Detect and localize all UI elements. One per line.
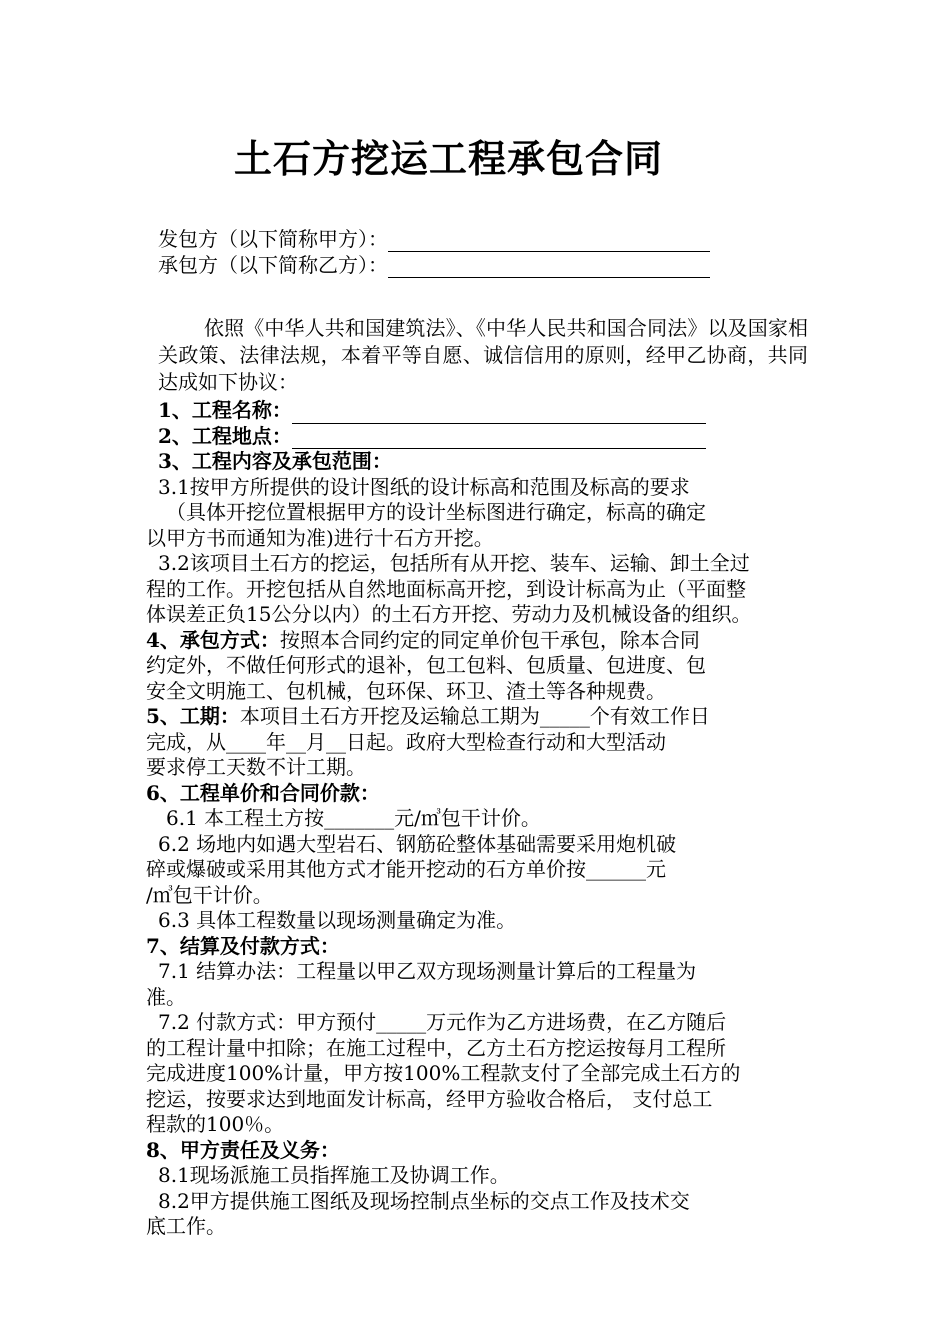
item-6-heading: 6、工程单价和合同价款： xyxy=(146,780,380,805)
clause-6-2-line-2: 碎或爆破或采用其他方式才能开挖动的石方单价按______元 xyxy=(146,857,666,881)
clause-8-2-line-1: 8.2甲方提供施工图纸及现场控制点坐标的交点工作及技术交 xyxy=(158,1188,690,1213)
item-8-heading: 8、甲方责任及义务： xyxy=(146,1137,340,1162)
contract-body xyxy=(146,398,810,1240)
item-5-text: 本项目土石方开挖及运输总工期为_____个有效工作日 xyxy=(239,704,710,728)
party-a-line xyxy=(158,226,710,252)
item-2-line xyxy=(146,424,810,450)
party-a-blank xyxy=(388,231,710,252)
clause-7-2-line-2: 的工程计量中扣除；在施工过程中，乙方土石方挖运按每月工程所 xyxy=(146,1035,726,1060)
party-b-label: 承包方（以下简称乙方）： xyxy=(158,253,388,277)
item-1-line xyxy=(146,398,810,424)
document-title: 土石方挖运工程承包合同 xyxy=(234,136,664,181)
clause-3-2-line-3: 体误差正负15公分以内）的土石方开挖、劳动力及机械设备的组织。 xyxy=(146,602,752,626)
clause-3-1-line-1: 3.1按甲方所提供的设计图纸的设计标高和范围及标高的要求 xyxy=(158,474,690,499)
clause-8-2-line-2: 底工作。 xyxy=(146,1214,226,1238)
item-4-text: 按照本合同约定的同定单价包干承包，除本合同 xyxy=(279,627,700,652)
intro-paragraph: 依照《中华人共和国建筑法》、《中华人民共和国合同法》以及国家相关政策、法律法规，本着平等自愿、诚信信用的原则，经甲乙协商，共同达成如下协议： xyxy=(158,316,808,394)
item-7-heading: 7、结算及付款方式： xyxy=(146,933,340,958)
party-b-blank xyxy=(388,257,710,278)
party-b-line xyxy=(158,252,710,278)
clause-3-2-line-1: 3.2该项目土石方的挖运，包括所有从开挖、装车、运输、卸土全过 xyxy=(158,551,750,575)
item-5-line-2: 完成，从____年__月__日起。政府大型检查行动和大型活动 xyxy=(146,729,666,754)
item-4-line-1 xyxy=(146,628,810,654)
item-2-label: 2、工程地点： xyxy=(158,423,292,448)
clause-7-2-line-4: 挖运，按要求达到地面发计标高，经甲方验收合格后， 支付总工 xyxy=(146,1086,713,1111)
clause-7-1-line-2: 准。 xyxy=(146,984,186,1009)
clause-8-1: 8.1现场派施工员指挥施工及协调工作。 xyxy=(158,1163,510,1187)
item-4-line-2: 约定外，不做任何形式的退补，包工包料、包质量、包进度、包 xyxy=(146,653,706,677)
item-1-blank xyxy=(292,403,706,424)
item-5-heading: 5、工期： xyxy=(146,704,240,728)
clause-6-1: 6.1 本工程土方按_______元/㎥包干计价。 xyxy=(166,806,541,830)
item-1-label: 1、工程名称： xyxy=(158,398,292,422)
clause-7-1-line-1: 7.1 结算办法：工程量以甲乙双方现场测量计算后的工程量为 xyxy=(158,959,697,983)
item-4-heading: 4、承包方式： xyxy=(146,627,280,652)
clause-7-2-line-5: 程款的100％。 xyxy=(146,1112,285,1136)
item-3-heading: 3、工程内容及承包范围： xyxy=(158,449,392,473)
clause-3-1-line-3: 以甲方书而通知为准)进行十石方开挖。 xyxy=(146,525,494,550)
clause-6-2-line-3: /㎥包干计价。 xyxy=(146,882,273,907)
clause-3-1-line-2: （具体开挖位置根据甲方的设计坐标图进行确定，标高的确定 xyxy=(166,500,706,524)
item-2-blank xyxy=(292,428,706,449)
party-a-label: 发包方（以下简称甲方）： xyxy=(158,227,388,251)
clause-7-2-line-1: 7.2 付款方式：甲方预付_____万元作为乙方进场费，在乙方随后 xyxy=(158,1010,727,1034)
clause-6-2-line-1: 6.2 场地内如遇大型岩石、钢筋砼整体基础需要采用炮机破 xyxy=(158,831,677,856)
item-4-line-3: 安全文明施工、包机械，包环保、环卫、渣土等各种规费。 xyxy=(146,678,666,703)
item-5-line-3: 要求停工天数不计工期。 xyxy=(146,755,366,779)
clause-6-3: 6.3 具体工程数量以现场测量确定为准。 xyxy=(158,908,517,932)
item-5-line-1 xyxy=(146,704,810,730)
clause-3-2-line-2: 程的工作。开挖包括从自然地面标高开挖，到设计标高为止（平面整 xyxy=(146,576,746,601)
clause-7-2-line-3: 完成进度100%计量，甲方按100%工程款支付了全部完成土石方的 xyxy=(146,1061,741,1085)
